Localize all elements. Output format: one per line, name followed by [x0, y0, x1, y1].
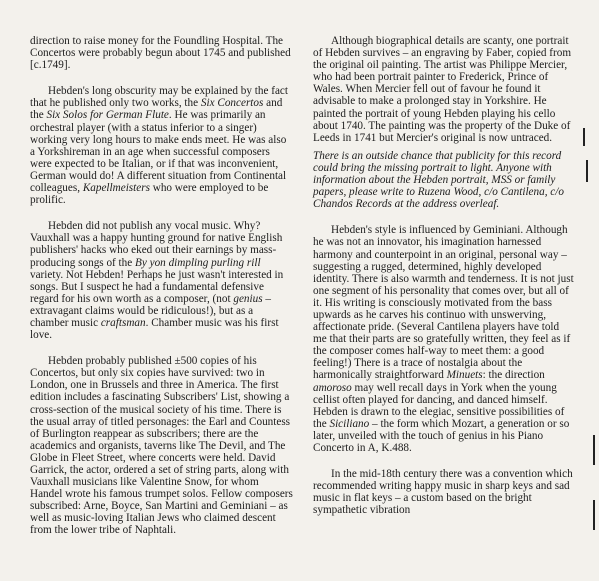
paragraph-keys: In the mid-18th century there was a convention which recommended writing happy music in sharp keys and sad music in flat keys – a custom based on the bright sympathetic vibration — [313, 468, 573, 517]
margin-mark — [586, 160, 588, 182]
paragraph-foundling-hospital: direction to raise money for the Foundling Hospital. The Concertos were probably begun about 1745 and published [c.1749]. — [30, 35, 291, 72]
margin-mark — [593, 500, 595, 530]
left-column — [30, 35, 293, 551]
margin-mark — [583, 128, 585, 146]
paragraph-obscurity: Hebden's long obscurity may be explained by the fact that he published only two works, the Six Concertos and the Six Solos for German Flute. He was primarily an orchestral player (with a status inferior to a singer) working very long hours to make ends meet. He was also a Yorkshireman in an age when successful composers were expected to be Italian, or if that was inconvenient, German would do! A different situation from Continental colleagues, Kapellmeisters who were employed to be prolific. — [30, 85, 288, 207]
margin-mark — [593, 435, 595, 465]
paragraph-style: Hebden's style is influenced by Geminiani. Although he was not an innovator, his imagination harnessed harmony and counterpoint in an original, personal way – suggesting a rugged, determined, highly developed identity. There is also warmth and tenderness. It is not just one segment of his personality that comes over, but all of it. His writing is consciously motivated from the bass upwards as he carves his continuo with unswerving, affectionate pride. (Several Cantilena players have told me that their parts are so gratefully written, they feel as if the composer comes half-way to meet them: a good feeling!) There is a trace of nostalgia about the harmonically straightforward Minuets: the direction amoroso may well recall days in York when the young cellist often played for dancing, and danced himself. Hebden is drawn to the elegiac, sensitive possibilities of the Siciliano – the form which Mozart, a generation or so later, unveiled with the touch of genius in his Piano Concerto in A, K.488. — [313, 224, 574, 454]
right-column — [313, 35, 575, 530]
portrait-appeal-notice: There is an outside chance that publicity for this record could bring the missing portrait to light. Anyone with information about the Hebden portrait, MSS or family papers, please write to Ruzena Wood, c/o Cantilena, c/o Chandos Records at the address overleaf. — [313, 149, 564, 211]
paragraph-vocal-music: Hebden did not publish any vocal music. Why? Vauxhall was a happy hunting ground for native English publishers' hacks who eked out their earnings by mass-producing songs of the By yon dimpling purling rill variety. Not Hebden! Perhaps he just wasn't interested in songs. But I suspect he had a fundamental defensive regard for his own worth as a composer, (not genius – extravagant claims would be ridiculous!), but as a chamber music craftsman. Chamber music was his first love. — [30, 220, 284, 342]
paragraph-portrait: Although biographical details are scanty, one portrait of Hebden survives – an engraving by Faber, copied from the original oil painting. The artist was Philippe Mercier, who had been portrait painter to Frederick, Prince of Wales. When Mercier fell out of favour he found it advisable to make a prolonged stay in Yorkshire. He painted the portrait of young Hebden playing his cello about 1740. The painting was the property of the Duke of Leeds in 1741 but Mercier's original is now untraced. — [313, 35, 572, 144]
paragraph-subscribers: Hebden probably published ±500 copies of his Concertos, but only six copies have survived: two in London, one in Brussels and three in America. The first edition includes a fascinating Subscribers' List, showing a cross-section of the musical society of his time. There is the usual array of titled personages: the Earl and Countess of Burlington reappear as subscribers; there are the academics and organists, taverns like The Devil, and The Globe in Fleet Street, where concerts were held. David Garrick, the actor, ordered a set of string parts, along with Vauxhall musicians like Valentine Snow, for whom Handel wrote his famous trumpet solos. Fellow composers subscribed: Arne, Boyce, San Martini and Geminiani – as well as music-loving Italian Jews who claimed descent from the lower tribe of Naphtali. — [30, 355, 293, 537]
